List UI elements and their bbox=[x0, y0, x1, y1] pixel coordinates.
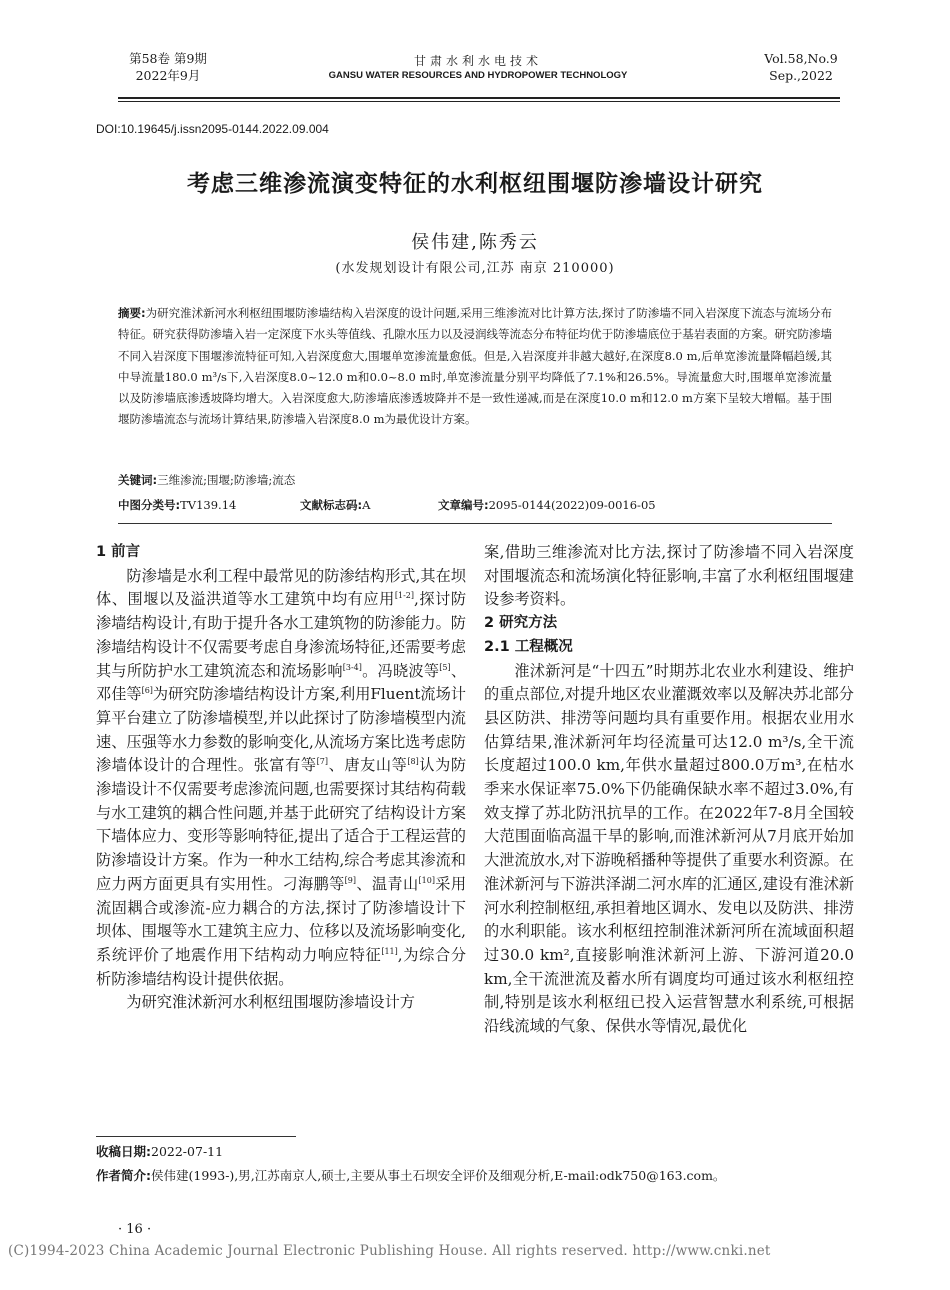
received-label: 收稿日期: bbox=[96, 1144, 151, 1159]
citation: [9] bbox=[344, 875, 356, 885]
text-run: 。冯晓波等 bbox=[361, 661, 440, 680]
received-date bbox=[96, 1142, 856, 1160]
citation: [8] bbox=[407, 757, 419, 767]
running-header bbox=[118, 50, 840, 96]
abstract-text: 为研究淮沭新河水利枢纽围堰防渗墙结构入岩深度的设计问题,采用三维渗流对比计算方法,探讨了防渗墙不同入岩深度下流态与流场分布特征。研究获得防渗墙入岩一定深度下水头等值线、孔隙水压力以及浸润线等流态分布特征均优于防渗墙底位于基岩表面的方案。研究防渗墙不同入岩深度下围堰渗流特征可知,入岩深度愈大,围堰单宽渗流量愈低。但是,入岩深度并非越大越好,在深度8.0 m,后单宽渗流量降幅趋缓,其中导流量180.0 m³/s下,入岩深度8.0~12.0 m和0.0~8.0 m时,单宽渗流量分别平均降低了7.1%和26.5%。导流量愈大时,围堰单宽渗流量以及防渗墙底渗透坡降均增大。入岩深度愈大,防渗墙底渗透坡降并不是一致性递减,而是在深度10.0 m和12.0 m方案下呈较大增幅。基于围堰防渗墙流态与流场计算结果,防渗墙入岩深度8.0 m为最优设计方案。 bbox=[118, 306, 832, 427]
footnote-rule bbox=[96, 1136, 296, 1137]
text-run: ,探讨防渗墙结构设计,有助于提升各水工建筑物的防渗能力。防渗墙结构设计不仅需要考虑自身渗流场特征,还需要考虑其与所防护水工建筑流态和流场影响 bbox=[96, 590, 467, 680]
date-cn: 2022年9月 bbox=[135, 68, 201, 83]
text-run: 采用流固耦合或渗流-应力耦合的方法,探讨了防渗墙设计下坝体、围堰等水工建筑主应力、位移以及流场影响变化,系统评价了地震作用下结构动力响应特征 bbox=[96, 874, 467, 964]
volume-issue-en: Vol.58,No.9 bbox=[764, 51, 838, 66]
keywords-text: 三维渗流;围堰;防渗墙;流态 bbox=[157, 473, 296, 487]
section-heading-1: 1 前言 bbox=[96, 544, 141, 560]
header-rule-thick bbox=[118, 97, 840, 99]
classification-line bbox=[118, 497, 832, 513]
citation: [10] bbox=[418, 875, 435, 885]
citation: [7] bbox=[316, 757, 328, 767]
header-volume-cn bbox=[118, 50, 218, 84]
header-volume-en bbox=[762, 50, 840, 84]
left-column bbox=[96, 541, 466, 1015]
text-run: 、温青山 bbox=[356, 874, 419, 893]
journal-name-cn: 甘肃水利水电技术 bbox=[413, 54, 542, 68]
date-en: Sep.,2022 bbox=[769, 68, 833, 83]
author-bio bbox=[96, 1166, 856, 1184]
affiliation: (水发规划设计有限公司,江苏 南京 210000) bbox=[335, 261, 615, 276]
citation: [5] bbox=[439, 662, 451, 672]
keywords-label: 关键词: bbox=[118, 473, 158, 487]
subsection-heading-2-1: 2.1 工程概况 bbox=[484, 638, 573, 655]
citation: [3-4] bbox=[342, 662, 362, 672]
abstract bbox=[118, 303, 832, 431]
paper-title: 考虑三维渗流演变特征的水利枢纽围堰防渗墙设计研究 bbox=[187, 171, 763, 197]
text-run: 、邓佳等 bbox=[96, 661, 467, 704]
received-value: 2022-07-11 bbox=[151, 1144, 224, 1159]
citation: [11] bbox=[381, 946, 398, 956]
header-rule-thin bbox=[118, 101, 840, 102]
doc-code-value: A bbox=[362, 498, 371, 512]
abstract-label: 摘要: bbox=[118, 306, 146, 320]
text-run: 认为防渗墙设计不仅需要考虑渗流问题,也需要探讨其结构荷载与水工建筑的耦合性问题,并基于此研究了结构设计方案下墙体应力、变形等影响特征,提出了适合于工程运营的防渗墙设计方案。作为一种水工结构,综合考虑其渗流和应力两方面更具有实用性。刁海鹏等 bbox=[96, 756, 467, 893]
article-number-label: 文章编号: bbox=[438, 498, 489, 512]
author-bio-label: 作者简介: bbox=[96, 1168, 151, 1183]
keywords bbox=[118, 472, 832, 488]
journal-name-en: GANSU WATER RESOURCES AND HYDROPOWER TECHNOLOGY bbox=[328, 70, 628, 81]
clc-item bbox=[118, 497, 300, 513]
paragraph-purpose-continued: 案,借助三维渗流对比方法,探讨了防渗墙不同入岩深度对围堰流态和流场演化特征影响,丰富了水利枢纽围堰建设参考资料。 bbox=[484, 543, 854, 609]
section-heading-2: 2 研究方法 bbox=[484, 615, 558, 632]
volume-issue-cn: 第58卷 第9期 bbox=[129, 51, 207, 66]
doi: DOI:10.19645/j.issn2095-0144.2022.09.004 bbox=[96, 122, 329, 136]
text-run: ,为综合分析防渗墙结构设计提供依据。 bbox=[96, 945, 467, 988]
citation: [6] bbox=[141, 686, 153, 696]
paragraph-intro bbox=[96, 565, 466, 992]
article-number-item bbox=[438, 497, 656, 513]
article-number-value: 2095-0144(2022)09-0016-05 bbox=[488, 498, 656, 512]
citation: [1-2] bbox=[394, 591, 414, 601]
text-run: 、唐友山等 bbox=[328, 756, 408, 775]
author-bio-value: 侯伟建(1993-),男,江苏南京人,硕士,主要从事土石坝安全评价及细观分析,E-mail:odk750@163.com。 bbox=[151, 1168, 726, 1183]
doc-code-item bbox=[300, 497, 438, 513]
abstract-rule bbox=[118, 523, 832, 524]
clc-value: TV139.14 bbox=[180, 498, 237, 512]
copyright-watermark: (C)1994-2023 China Academic Journal Electronic Publishing House. All rights reserved. http://www.cnki.net bbox=[8, 1243, 771, 1259]
header-journal bbox=[288, 53, 668, 83]
clc-label: 中图分类号: bbox=[118, 498, 181, 512]
paragraph-purpose: 为研究淮沭新河水利枢纽围堰防渗墙设计方 bbox=[126, 993, 415, 1012]
page-number: · 16 · bbox=[118, 1222, 152, 1237]
text-run: 防渗墙是水利工程中最常见的防渗结构形式,其在坝体、围堰以及溢洪道等水工建筑中均有应用 bbox=[96, 566, 466, 609]
right-column bbox=[484, 541, 854, 1039]
doc-code-label: 文献标志码: bbox=[300, 498, 363, 512]
text-run: 为研究防渗墙结构设计方案,利用Fluent流场计算平台建立了防渗墙模型,并以此探讨了防渗墙模型内流速、压强等水力参数的影响变化,从流场方案比选考虑防渗墙体设计的合理性。张富有等 bbox=[96, 685, 466, 775]
authors: 侯伟建,陈秀云 bbox=[411, 232, 539, 253]
paragraph-project-overview: 淮沭新河是“十四五”时期苏北农业水利建设、维护的重点部位,对提升地区农业灌溉效率以及解决苏北部分县区防洪、排涝等问题均具有重要作用。根据农业用水估算结果,淮沭新河年均径流量可达12.0 m³/s,全干流长度超过100.0 km,年供水量超过800.0万m³,在枯水季来水保证率75.0%下仍能确保缺水率不超过3.0%,有效支撑了苏北防汛抗旱的工作。在2022年7-8月全国较大范围面临高温干旱的影响,而淮沭新河从7月底开始加大泄流放水,对下游晚稻播种等提供了重要水利资源。在淮沭新河与下游洪泽湖二河水库的汇通区,建设有淮沭新河水利控制枢纽,承担着地区调水、发电以及防洪、排涝的水利职能。该水利枢纽控制淮沭新河所在流域面积超过30.0 km²,直接影响淮沭新河上游、下游河道20.0 km,全干流泄流及蓄水所有调度均可通过该水利枢纽控制,特别是该水利枢纽已投入运营智慧水利系统,可根据沿线流域的气象、保供水等情况,最优化 bbox=[484, 661, 854, 1036]
